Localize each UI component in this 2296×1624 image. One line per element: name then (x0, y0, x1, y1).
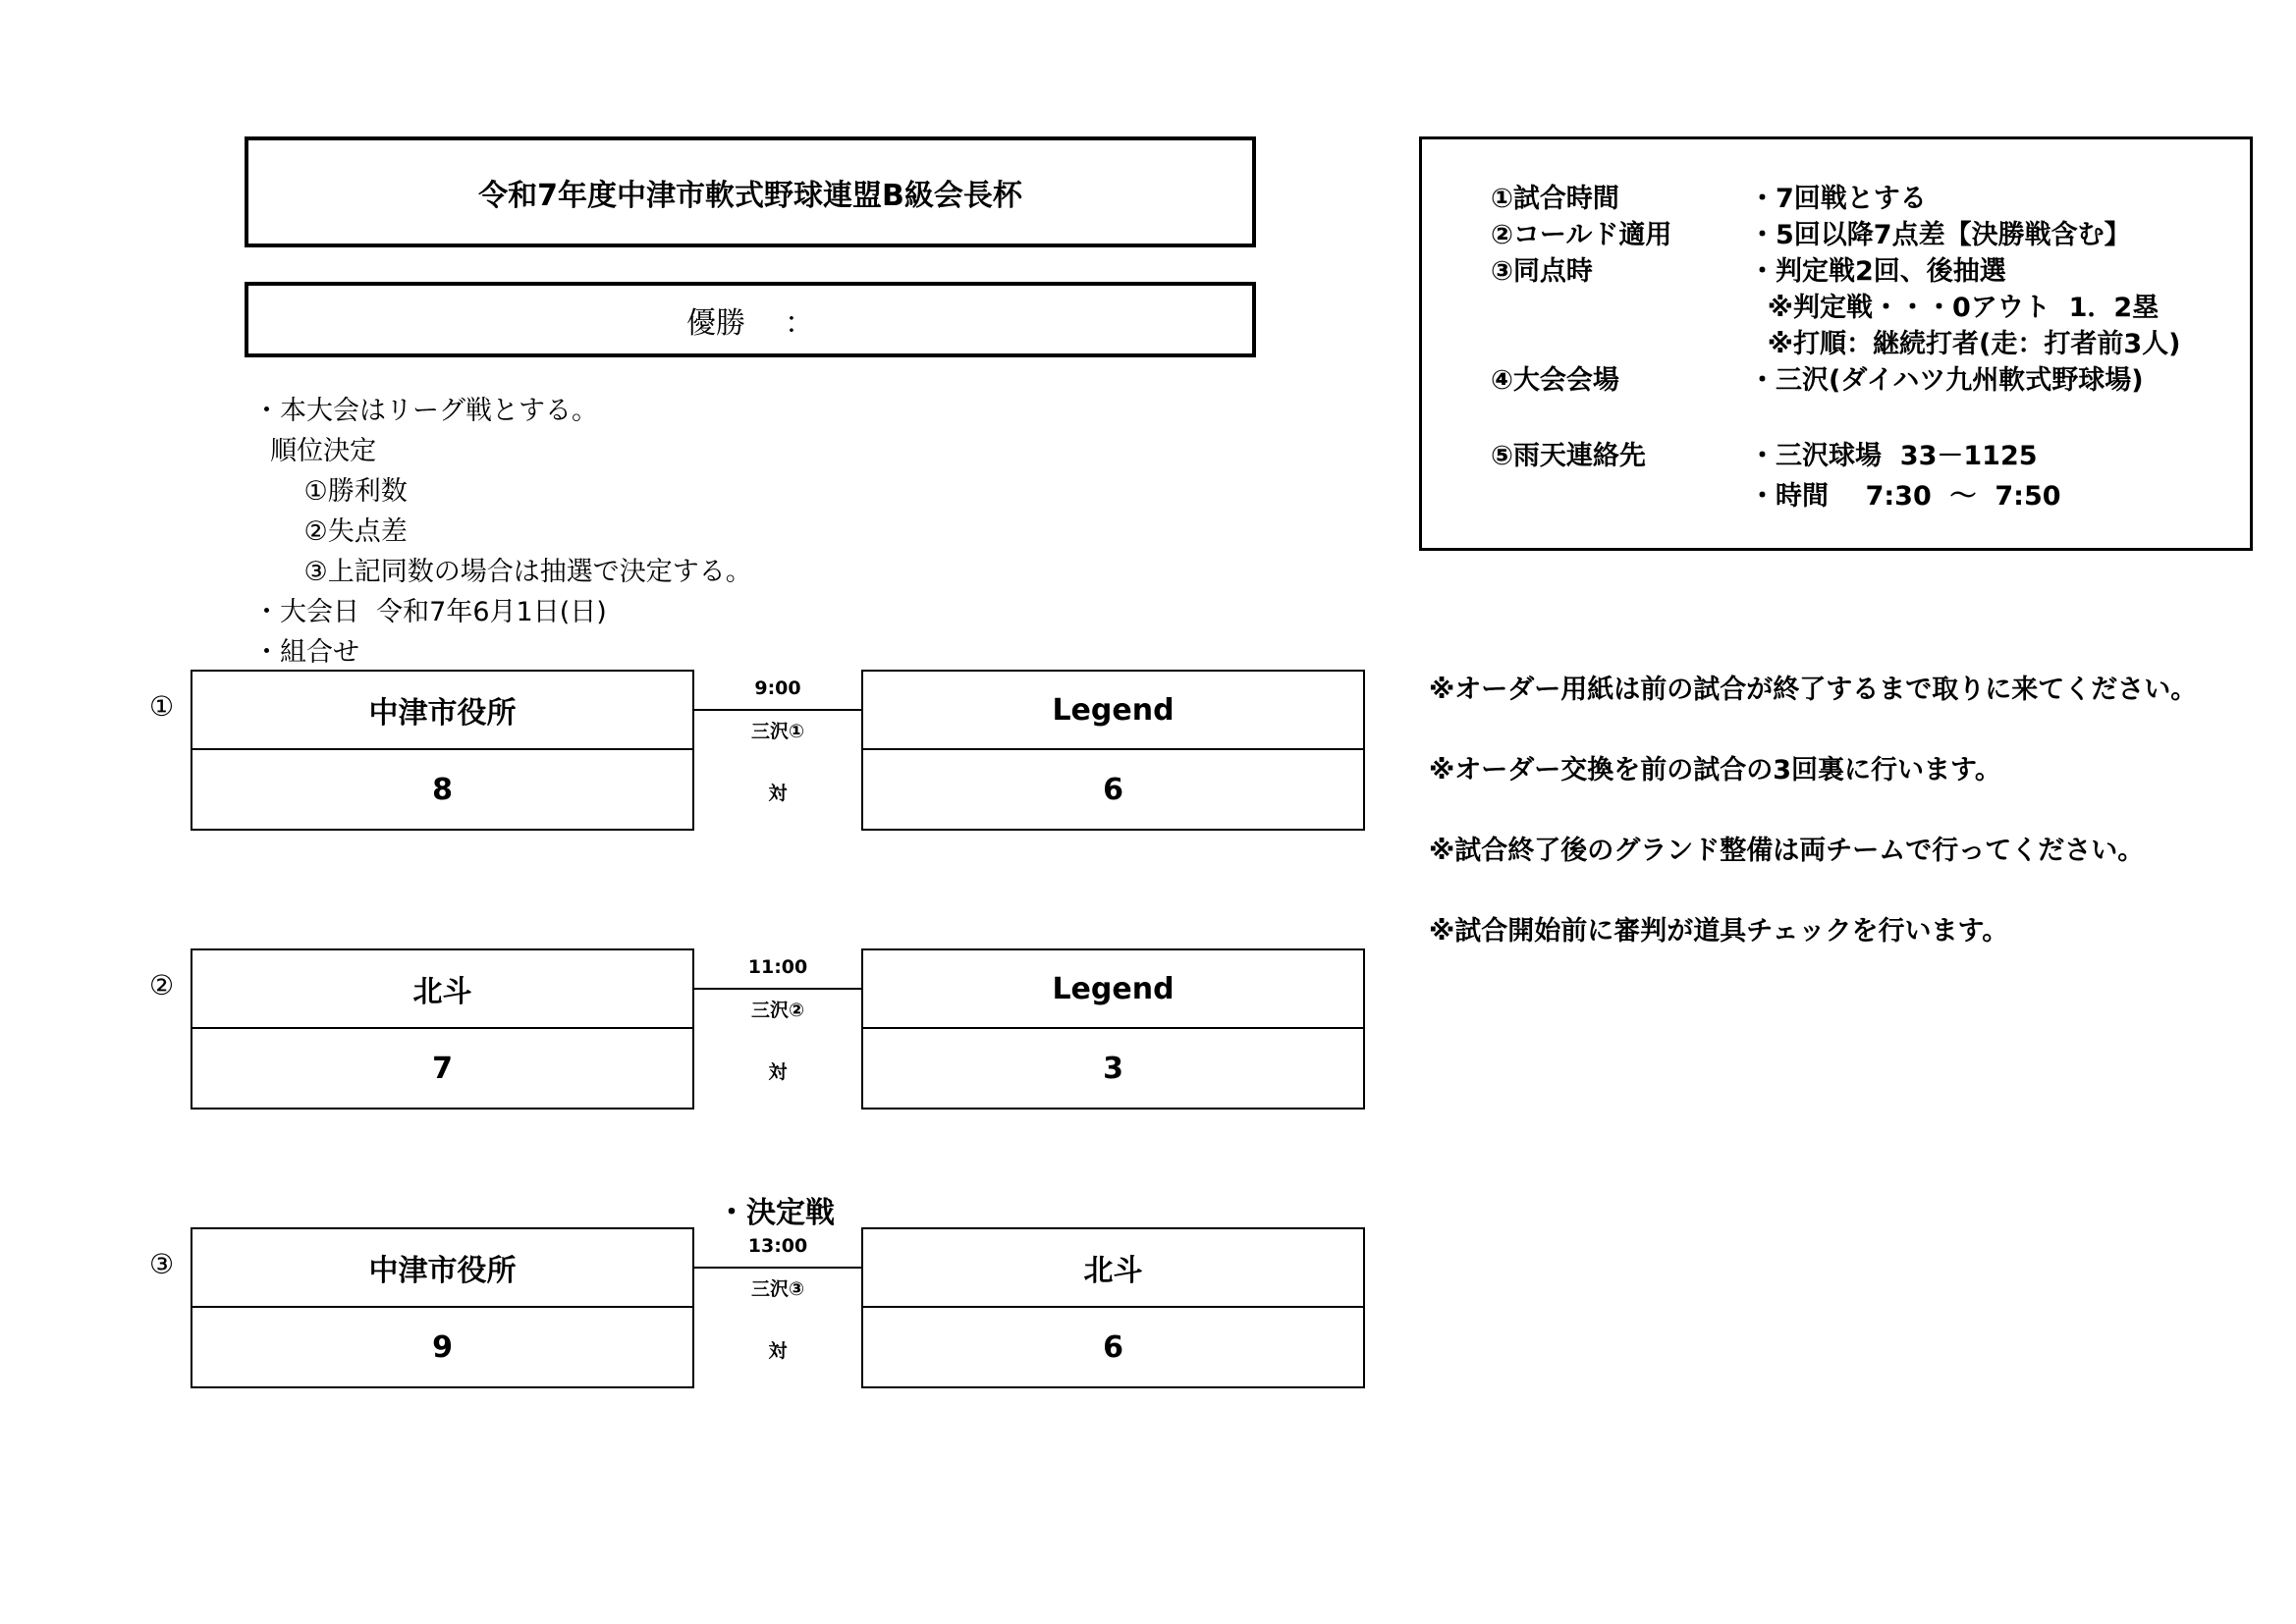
team-a-score: 8 (432, 772, 453, 807)
note-line: ※オーダー交換を前の試合の3回裏に行います。 (1429, 755, 2001, 785)
team-b-name: 北斗 (863, 1229, 1363, 1308)
match-time: 13:00 (747, 1235, 808, 1257)
team-a-score: 9 (432, 1329, 453, 1365)
team-a-box (191, 948, 694, 1110)
team-a-box (191, 670, 694, 831)
team-a-name: 中津市役所 (192, 1229, 692, 1308)
note-line: ※試合終了後のグランド整備は両チームで行ってください。 (1429, 836, 2145, 866)
match-number: ① (149, 690, 175, 723)
champion-separator: ： (785, 305, 814, 341)
info-label: ⑤雨天連絡先 (1491, 441, 1646, 471)
info-label: ②コールド適用 (1491, 220, 1672, 250)
rules-list (253, 391, 752, 673)
team-b-name: Legend (863, 950, 1363, 1029)
info-value: ・三沢(ダイハツ九州軟式野球場) (1749, 365, 2144, 396)
team-a-score: 7 (432, 1051, 453, 1086)
match-number: ③ (149, 1248, 175, 1280)
match-connector-line (694, 1267, 861, 1269)
note-line: ※オーダー用紙は前の試合が終了するまで取りに来てください。 (1429, 675, 2198, 705)
info-value: ・三沢球場 33－1125 (1749, 441, 2038, 471)
info-value: ・7回戦とする (1749, 184, 1927, 214)
team-b-score: 6 (1103, 772, 1123, 807)
match-connector-line (694, 709, 861, 711)
champion-box (245, 282, 1256, 357)
info-label: ④大会会場 (1491, 365, 1619, 396)
team-a-box (191, 1227, 694, 1388)
rule-line: ・組合せ (253, 637, 359, 668)
team-b-box (861, 1227, 1365, 1388)
team-b-name: Legend (863, 672, 1363, 750)
info-label: ③同点時 (1491, 256, 1593, 287)
info-label: ①試合時間 (1491, 184, 1619, 214)
match-vs: 対 (768, 1061, 788, 1083)
tournament-title: 令和7年度中津市軟式野球連盟B級会長杯 (478, 178, 1022, 213)
team-b-score: 3 (1103, 1051, 1123, 1086)
rule-line: ①勝利数 (253, 476, 408, 507)
team-b-box (861, 670, 1365, 831)
final-match-label: ・決定戦 (717, 1196, 835, 1230)
match-time: 11:00 (747, 956, 808, 978)
info-value: ※打順：継続打者(走：打者前3人) (1749, 329, 2181, 359)
team-b-score: 6 (1103, 1329, 1123, 1365)
info-value: ・判定戦2回、後抽選 (1749, 256, 2006, 287)
champion-label: 優勝 (686, 305, 745, 341)
match-field: 三沢③ (750, 1278, 805, 1300)
note-line: ※試合開始前に審判が道具チェックを行います。 (1429, 916, 2009, 947)
rule-line: 順位決定 (253, 436, 377, 466)
info-value: ・5回以降7点差【決勝戦含む】 (1749, 220, 2131, 250)
rule-line: ・本大会はリーグ戦とする。 (253, 396, 598, 426)
tournament-title-box (245, 136, 1256, 247)
match-connector-line (694, 988, 861, 990)
info-value: ※判定戦・・・0アウト 1．2塁 (1749, 293, 2159, 323)
rule-line: ②失点差 (253, 516, 408, 547)
match-field: 三沢② (750, 1000, 805, 1021)
team-a-name: 北斗 (192, 950, 692, 1029)
match-time: 9:00 (754, 677, 801, 699)
tournament-info-box (1419, 136, 2253, 551)
match-vs: 対 (768, 783, 788, 804)
match-number: ② (149, 969, 175, 1001)
rule-line: ③上記同数の場合は抽選で決定する。 (253, 557, 752, 587)
team-b-box (861, 948, 1365, 1110)
rule-line: ・大会日 令和7年6月1日(日) (253, 597, 607, 627)
team-a-name: 中津市役所 (192, 672, 692, 750)
match-vs: 対 (768, 1340, 788, 1362)
info-value: ・時間 7:30 ～ 7:50 (1749, 481, 2061, 512)
match-field: 三沢① (750, 721, 805, 742)
